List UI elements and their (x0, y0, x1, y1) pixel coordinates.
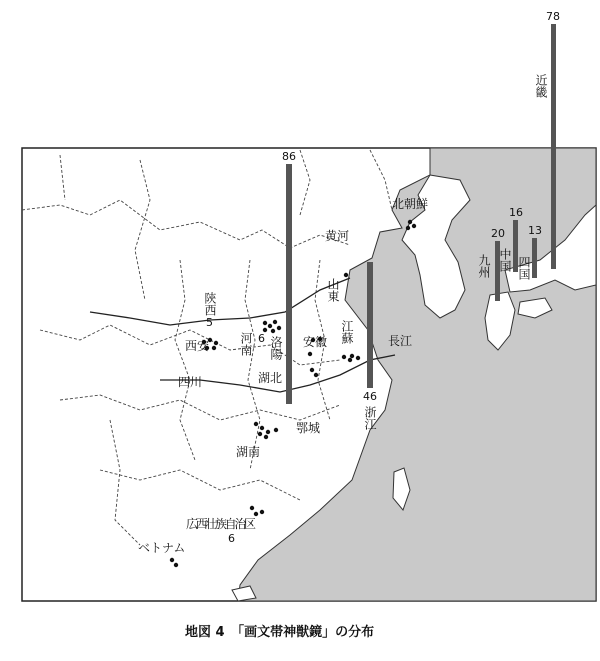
label-kinki: 近畿 (534, 74, 548, 98)
count-guangxi: 6 (228, 532, 235, 545)
count-jiangsu: 46 (363, 390, 377, 403)
count-kinki: 78 (546, 10, 560, 23)
map-caption: 地図 4 「画文帯神獣鏡」の分布 (185, 625, 375, 640)
label-hunan: 湖南 (236, 445, 261, 459)
bar-jiangsu (367, 262, 373, 388)
label-shandong: 山東 (326, 278, 340, 302)
label-ezhou: 鄂城 (296, 421, 321, 435)
label-yangtze: 長江 (388, 334, 413, 348)
label-shikoku: 四国 (517, 256, 531, 280)
label-hubei: 湖北 (258, 371, 283, 385)
label-xian: 西安 (185, 339, 210, 353)
count-chugoku: 16 (509, 206, 523, 219)
label-sichuan: 四川 (178, 375, 203, 389)
label-luoyang: 洛陽 (269, 336, 283, 360)
label-north-korea: 北朝鮮 (392, 197, 429, 211)
label-kyushu: 九州 (477, 254, 491, 278)
count-henan: 86 (282, 150, 296, 163)
label-zhejiang: 浙江 (363, 406, 377, 430)
count-shaanxi: 5 (206, 316, 213, 329)
bar-kinki (551, 24, 556, 269)
count-shikoku: 13 (528, 224, 542, 237)
bar-henan (286, 164, 292, 404)
count-kyushu: 20 (491, 227, 505, 240)
label-jiangsu: 江蘇 (340, 320, 354, 344)
label-anhui: 安徽 (303, 335, 328, 349)
label-guangxi: 広西壮族自治区 (186, 517, 256, 531)
label-vietnam: ベトナム (138, 541, 186, 555)
bar-shikoku (532, 238, 537, 278)
label-henan: 河南 (239, 332, 253, 356)
count-luoyang: 6 (258, 332, 265, 345)
label-chugoku: 中国 (498, 248, 512, 272)
label-shaanxi: 陝西 (203, 292, 217, 316)
label-yellow-river: 黄河 (325, 229, 350, 243)
